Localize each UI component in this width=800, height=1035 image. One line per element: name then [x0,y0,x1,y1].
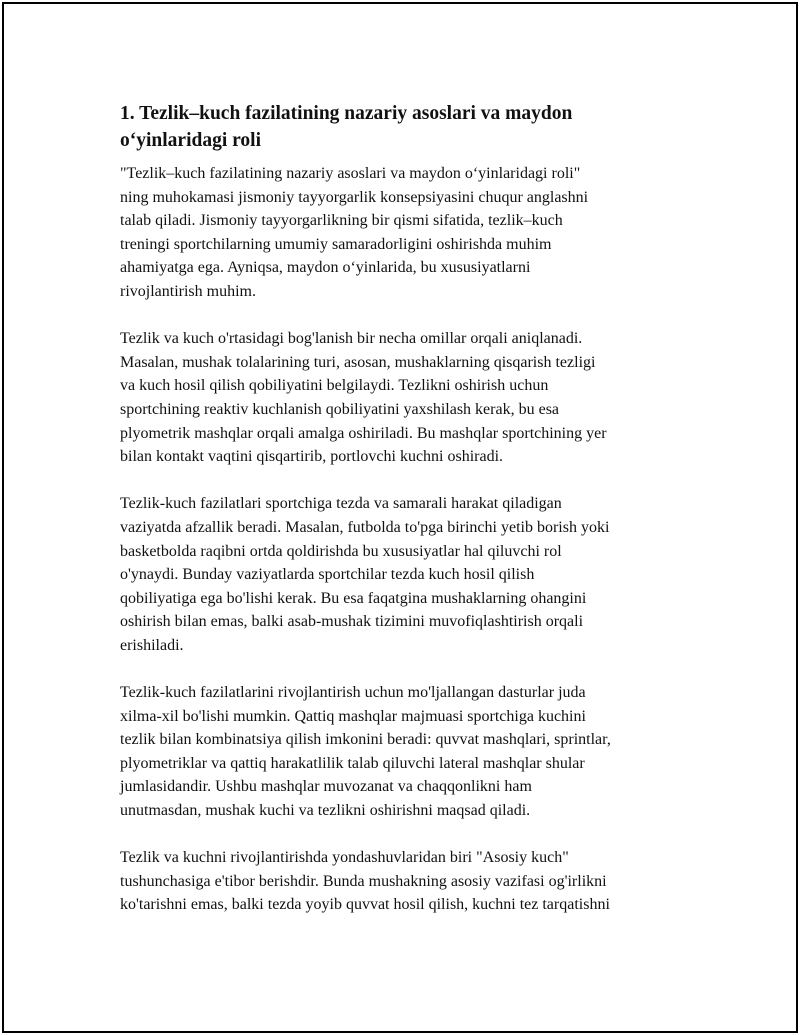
text-line: ning muhokamasi jismoniy tayyorgarlik konsepsiyasini chuqur anglashni [120,188,589,206]
text-line: oshirish bilan emas, balki asab-mushak tizimini muvofiqlashtirish orqali [120,613,584,631]
text-line: sportchining reaktiv kuchlanish qobiliyatini yaxshilash kerak, bu esa [120,400,560,418]
text-line: unutmasdan, mushak kuchi va tezlikni oshirishni maqsad qiladi. [120,802,531,820]
heading-line: 1. Tezlik–kuch fazilatining nazariy asoslari va maydon [120,103,573,124]
text-line: vaziyatda afzallik beradi. Masalan, futbolda to'pga birinchi yetib borish yoki [120,518,610,536]
text-line: tushunchasiga e'tibor berishdir. Bunda mushakning asosiy vazifasi og'irlikni [120,872,607,890]
text-line: plyometriklar va qattiq harakatlilik talab qiluvchi lateral mashqlar shular [120,754,585,772]
text-line: Tezlik va kuch o'rtasidagi bog'lanish bir necha omillar orqali aniqlanadi. [120,330,583,348]
paragraph [120,681,694,823]
text-line: tezlik bilan kombinatsiya qilish imkonini beradi: quvvat mashqlari, sprintlar, [120,731,611,749]
document-body [120,98,694,941]
text-line: bilan kontakt vaqtini qisqartirib, portlovchi kuchni oshiradi. [120,448,504,466]
page-frame [2,2,798,1033]
text-line: plyometrik mashqlar orqali amalga oshiriladi. Bu mashqlar sportchining yer [120,424,607,442]
heading-line: o‘yinlaridagi roli [120,130,262,151]
text-line: erishiladi. [120,636,184,654]
text-line: Tezlik-kuch fazilatlari sportchiga tezda va samarali harakat qiladigan [120,495,562,513]
text-line: ko'tarishni emas, balki tezda yoyib quvvat hosil qilish, kuchni tez tarqatishni [120,896,610,914]
text-line: o'ynaydi. Bunday vaziyatlarda sportchilar tezda kuch hosil qilish [120,566,535,584]
text-line: xilma-xil bo'lishi mumkin. Qattiq mashqlar majmuasi sportchiga kuchini [120,707,586,725]
text-line: jumlasidandir. Ushbu mashqlar muvozanat va chaqqonlikni ham [120,778,532,796]
paragraph [120,492,694,657]
text-line: va kuch hosil qilish qobiliyatini belgilaydi. Tezlikni oshirish uchun [120,377,549,395]
text-line: Tezlik-kuch fazilatlarini rivojlantirish uchun mo'ljallangan dasturlar juda [120,684,586,702]
text-line: "Tezlik–kuch fazilatining nazariy asoslari va maydon o‘yinlaridagi roli" [120,165,581,182]
text-line: treningi sportchilarning umumiy samaradorligini oshirishda muhim [120,235,552,253]
text-line: Tezlik va kuchni rivojlantirishda yondashuvlaridan biri "Asosiy kuch" [120,849,569,867]
paragraph [120,846,694,917]
text-line: basketbolda raqibni ortda qoldirishda bu xususiyatlar hal qiluvchi rol [120,542,562,560]
text-line: rivojlantirish muhim. [120,282,256,300]
text-line: ahamiyatga ega. Ayniqsa, maydon o‘yinlarida, bu xususiyatlarni [120,259,531,277]
section-heading [120,98,694,154]
text-line: qobiliyatiga ega bo'lishi kerak. Bu esa faqatgina mushaklarning ohangini [120,589,587,607]
text-line: talab qiladi. Jismoniy tayyorgarlikning bir qismi sifatida, tezlik–kuch [120,212,563,230]
paragraph [120,162,694,304]
paragraph [120,327,694,469]
text-line: Masalan, mushak tolalarining turi, asosan, mushaklarning qisqarish tezligi [120,353,596,371]
